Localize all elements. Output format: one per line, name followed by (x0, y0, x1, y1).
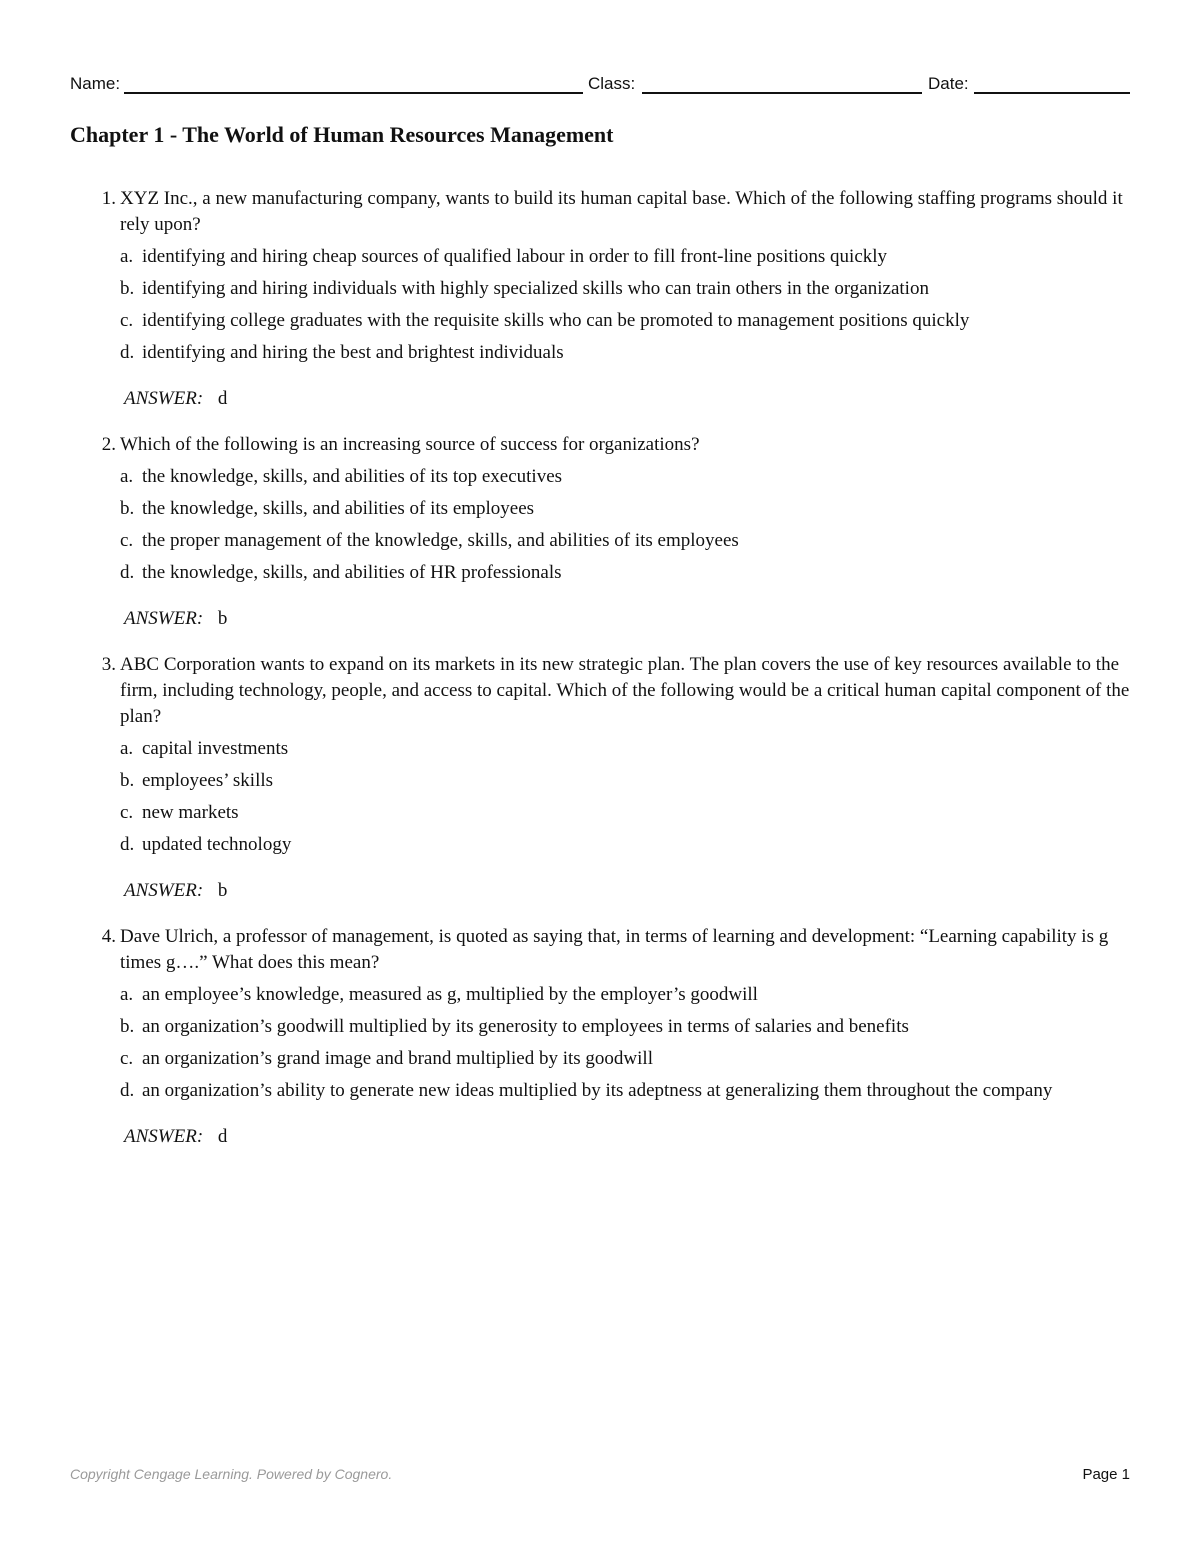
option-letter: b. (120, 770, 135, 791)
option-text: capital investments (142, 738, 289, 759)
option-letter: c. (120, 310, 134, 331)
question-4 (70, 924, 1130, 1150)
option-text: the knowledge, skills, and abilities of its employees (142, 498, 535, 519)
option-text: the knowledge, skills, and abilities of its top executives (142, 466, 563, 487)
option-letter: d. (120, 834, 135, 855)
name-label: Name: (70, 74, 121, 93)
chapter-title: Chapter 1 - The World of Human Resources Management (70, 122, 614, 147)
option-b (120, 276, 1130, 302)
answer-label: ANSWER: (124, 608, 204, 629)
question-text: Which of the following is an increasing source of success for organizations? (120, 434, 700, 455)
option-b (120, 768, 1130, 794)
option-letter: c. (120, 530, 134, 551)
option-text: identifying and hiring the best and brightest individuals (142, 342, 564, 363)
option-letter: d. (120, 562, 135, 583)
question-number: 1. (101, 188, 116, 209)
option-text: updated technology (142, 834, 292, 855)
option-text: identifying and hiring individuals with highly specialized skills who can train others in the organization (142, 278, 929, 299)
option-text: new markets (142, 802, 239, 823)
answer-value: d (217, 388, 228, 409)
date-blank-line (974, 92, 1130, 94)
option-c (120, 800, 1130, 826)
option-letter: b. (120, 1016, 135, 1037)
option-text: identifying college graduates with the requisite skills who can be promoted to management positions quickly (142, 310, 970, 331)
option-d (120, 340, 1130, 366)
option-a (120, 244, 1130, 270)
class-label: Class: (588, 74, 636, 93)
answer-label: ANSWER: (124, 880, 204, 901)
option-d (120, 560, 1130, 586)
option-text: identifying and hiring cheap sources of qualified labour in order to fill front-line positions quickly (142, 246, 888, 267)
option-list (120, 244, 1130, 366)
page-number: Page 1 (1082, 1466, 1130, 1483)
answer-line (124, 1124, 1130, 1150)
header-fields (70, 72, 1130, 98)
option-letter: a. (120, 246, 134, 267)
question-number: 2. (101, 434, 116, 455)
option-c (120, 528, 1130, 554)
question-2 (70, 432, 1130, 632)
question-number: 3. (101, 654, 116, 675)
option-text: the proper management of the knowledge, skills, and abilities of its employees (142, 530, 739, 551)
question-1 (70, 186, 1130, 412)
option-text: an employee’s knowledge, measured as g, multiplied by the employer’s goodwill (142, 984, 758, 1005)
option-b (120, 1014, 1130, 1040)
answer-label: ANSWER: (124, 388, 204, 409)
option-letter: b. (120, 278, 135, 299)
question-3 (70, 652, 1130, 904)
option-b (120, 496, 1130, 522)
answer-line (124, 386, 1130, 412)
option-letter: c. (120, 1048, 134, 1069)
date-label: Date: (928, 74, 969, 93)
answer-value: d (217, 1126, 228, 1147)
option-a (120, 464, 1130, 490)
name-blank-line (124, 92, 583, 94)
option-d (120, 832, 1130, 858)
question-list (70, 186, 1130, 1170)
option-letter: a. (120, 738, 134, 759)
option-list (120, 464, 1130, 586)
option-letter: a. (120, 984, 134, 1005)
answer-value: b (217, 608, 228, 629)
option-a (120, 982, 1130, 1008)
answer-value: b (217, 880, 228, 901)
answer-line (124, 606, 1130, 632)
option-text: an organization’s ability to generate new ideas multiplied by its adeptness at generalizing them throughout the company (142, 1080, 1053, 1101)
option-letter: d. (120, 342, 135, 363)
question-text: Dave Ulrich, a professor of management, is quoted as saying that, in terms of learning and development: “Learning capability is g times g….” What does this mean? (120, 926, 1109, 973)
option-d (120, 1078, 1130, 1104)
answer-line (124, 878, 1130, 904)
option-text: an organization’s grand image and brand multiplied by its goodwill (142, 1048, 653, 1069)
question-number: 4. (101, 926, 116, 947)
copyright-footer: Copyright Cengage Learning. Powered by Cognero. (70, 1466, 393, 1482)
option-text: employees’ skills (142, 770, 274, 791)
answer-label: ANSWER: (124, 1126, 204, 1147)
option-letter: d. (120, 1080, 135, 1101)
class-blank-line (642, 92, 922, 94)
option-letter: a. (120, 466, 134, 487)
option-text: an organization’s goodwill multiplied by its generosity to employees in terms of salaries and benefits (142, 1016, 909, 1037)
option-c (120, 1046, 1130, 1072)
option-list (120, 736, 1130, 858)
option-text: the knowledge, skills, and abilities of HR professionals (142, 562, 562, 583)
option-list (120, 982, 1130, 1104)
option-a (120, 736, 1130, 762)
question-text: XYZ Inc., a new manufacturing company, wants to build its human capital base. Which of the following staffing programs should it rely upon? (120, 188, 1123, 235)
option-letter: c. (120, 802, 134, 823)
option-c (120, 308, 1130, 334)
option-letter: b. (120, 498, 135, 519)
question-text: ABC Corporation wants to expand on its markets in its new strategic plan. The plan covers the use of key resources available to the firm, including technology, people, and access to capital. Which of the following would be a critical human capital component of the plan? (120, 654, 1130, 727)
